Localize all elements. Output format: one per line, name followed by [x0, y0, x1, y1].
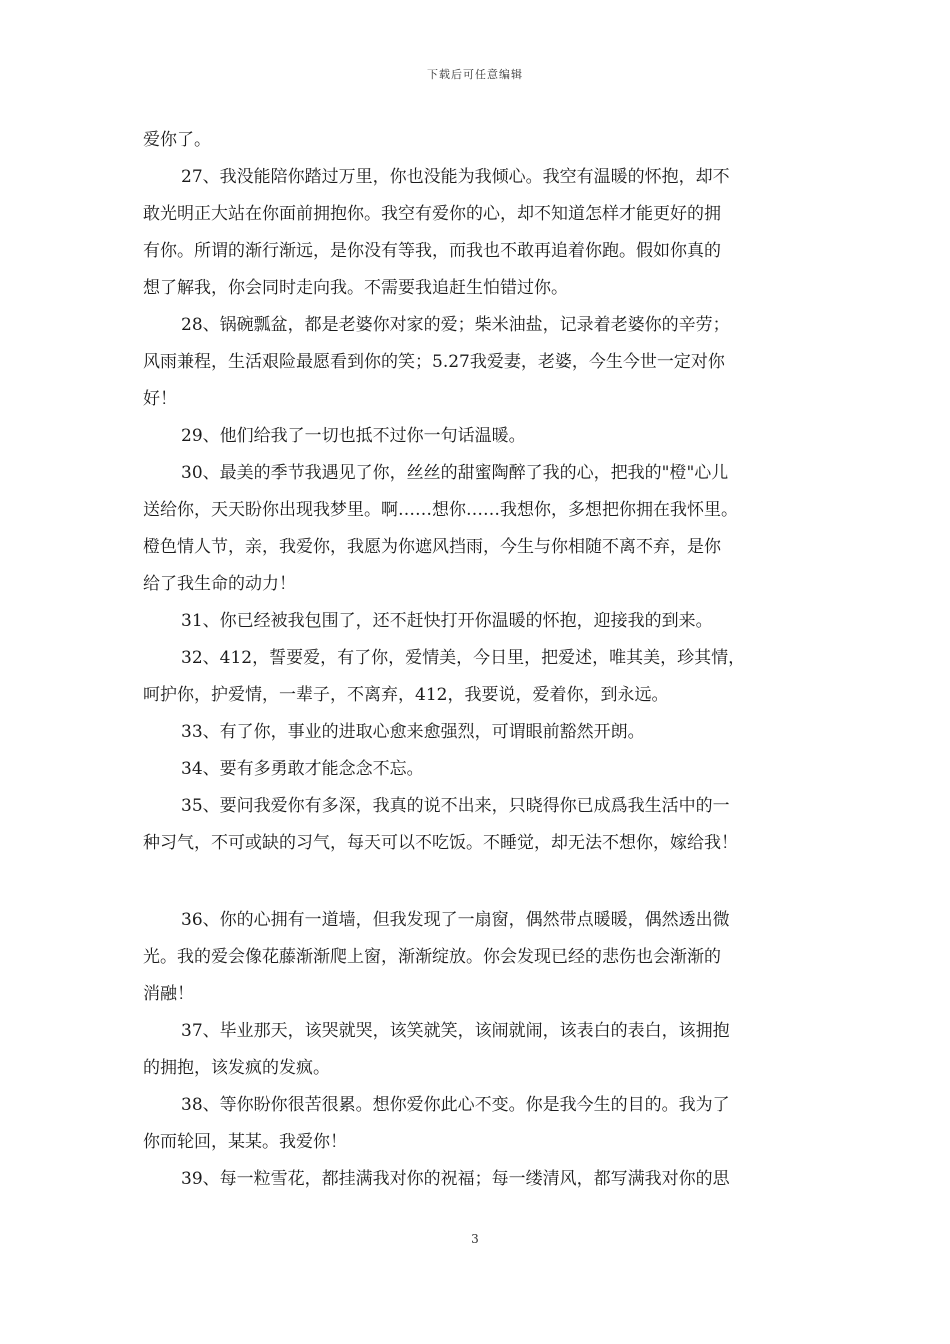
paragraph-30-line-4: 给了我生命的动力！: [143, 574, 296, 594]
page-header: 下载后可任意编辑: [427, 68, 523, 81]
paragraph-32-line-1: 32、412，誓要爱，有了你，爱情美，今日里，把爱述，唯其美，珍其情，: [181, 648, 746, 668]
paragraph-33: 33、有了你，事业的进取心愈来愈强烈，可谓眼前豁然开朗。: [181, 722, 645, 742]
paragraph-30-line-3: 橙色情人节，亲，我爱你，我愿为你遮风挡雨，今生与你相随不离不弃，是你: [143, 537, 721, 557]
paragraph-28-line-3: 好！: [143, 389, 177, 409]
paragraph-27-line-1: 27、我没能陪你踏过万里，你也没能为我倾心。我空有温暖的怀抱，却不: [181, 167, 730, 187]
paragraph-35-line-2: 种习气，不可或缺的习气，每天可以不吃饭。不睡觉，却无法不想你，嫁给我！: [143, 833, 738, 853]
paragraph-34: 34、要有多勇敢才能念念不忘。: [181, 759, 424, 779]
document-body: [143, 122, 809, 1198]
paragraph-30-line-2: 送给你，天天盼你出现我梦里。啊……想你……我想你，多想把你拥在我怀里。: [143, 500, 738, 520]
paragraph-27-line-3: 有你。所谓的渐行渐远，是你没有等我，而我也不敢再追着你跑。假如你真的: [143, 241, 721, 261]
paragraph-28-line-1: 28、锅碗瓢盆，都是老婆你对家的爱；柴米油盐，记录着老婆你的辛劳；: [181, 315, 730, 335]
page-number: 3: [471, 1232, 479, 1246]
paragraph-32-line-2: 呵护你，护爱情，一辈子，不离弃，412，我要说，爱着你，到永远。: [143, 685, 669, 705]
paragraph-27-line-2: 敢光明正大站在你面前拥抱你。我空有爱你的心，却不知道怎样才能更好的拥: [143, 204, 721, 224]
paragraph-35-line-1: 35、要问我爱你有多深，我真的说不出来，只晓得你已成爲我生活中的一: [181, 796, 730, 816]
paragraph-36-line-1: 36、你的心拥有一道墙，但我发现了一扇窗，偶然带点暖暖，偶然透出微: [181, 910, 730, 930]
paragraph-36-line-3: 消融！: [143, 984, 194, 1004]
paragraph-37-line-2: 的拥抱，该发疯的发疯。: [143, 1058, 330, 1078]
blank-spacer: [143, 862, 809, 902]
paragraph-38-line-2: 你而轮回，某某。我爱你！: [143, 1132, 347, 1152]
paragraph-31: 31、你已经被我包围了，还不赶快打开你温暖的怀抱，迎接我的到来。: [181, 611, 713, 631]
paragraph-30-line-1: 30、最美的季节我遇见了你，丝丝的甜蜜陶醉了我的心，把我的"橙"心儿: [181, 463, 729, 483]
paragraph-27-line-4: 想了解我，你会同时走向我。不需要我追赶生怕错过你。: [143, 278, 568, 298]
paragraph-36-line-2: 光。我的爱会像花藤渐渐爬上窗，渐渐绽放。你会发现已经的悲伤也会渐渐的: [143, 947, 721, 967]
text-line: 爱你了。: [143, 130, 211, 150]
paragraph-29: 29、他们给我了一切也抵不过你一句话温暖。: [181, 426, 526, 446]
paragraph-28-line-2: 风雨兼程，生活艰险最愿看到你的笑；5.27我爱妻，老婆，今生今世一定对你: [143, 352, 725, 372]
paragraph-38-line-1: 38、等你盼你很苦很累。想你爱你此心不变。你是我今生的目的。我为了: [181, 1095, 730, 1115]
paragraph-39-line-1: 39、每一粒雪花，都挂满我对你的祝福；每一缕清风，都写满我对你的思: [181, 1169, 730, 1189]
paragraph-37-line-1: 37、毕业那天，该哭就哭，该笑就笑，该闹就闹，该表白的表白，该拥抱: [181, 1021, 730, 1041]
